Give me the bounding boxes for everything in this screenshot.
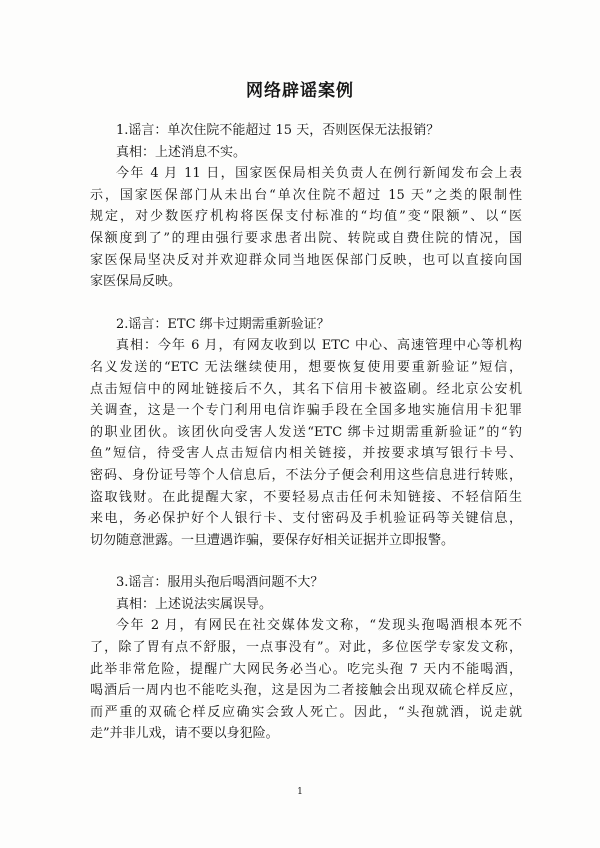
paragraph-line: 关调查，这是一个专门利用电信诈骗手段在全国多地实施信用卡犯罪: [90, 403, 522, 419]
truth-line: 真相：上述说法实属误导。: [116, 596, 273, 612]
rumor-case-1: [90, 120, 522, 293]
paragraph-line: 来电，务必保护好个人银行卡、支付密码及手机验证码等关键信息，: [90, 511, 522, 527]
paragraph-line: 喝酒后一周内也不能吃头孢，这是因为二者接触会出现双硫仑样反应，: [90, 683, 522, 699]
paragraph-line: 家医保局坚决反对并欢迎群众同当地医保部门反映，也可以直接向国: [90, 252, 522, 268]
paragraph-line: 此举非常危险，提醒广大网民务必当心。吃完头孢 7 天内不能喝酒，: [90, 661, 522, 677]
paragraph-line: 规定，对少数医疗机构将医保支付标准的“均值”变“限额”、以“医: [90, 209, 522, 225]
document-body: [90, 120, 522, 745]
rumor-case-3: [90, 572, 522, 745]
paragraph-line: 盗取钱财。在此提醒大家，不要轻易点击任何未知链接、不轻信陌生: [90, 489, 522, 505]
paragraph-line: 的职业团伙。该团伙向受害人发送“ETC 绑卡过期需重新验证”的“钓: [90, 424, 522, 440]
paragraph-line: 今年 4 月 11 日，国家医保局相关负责人在例行新闻发布会上表: [116, 166, 522, 182]
paragraph-line: 而严重的双硫仑样反应确实会致人死亡。因此，“头孢就酒，说走就: [90, 704, 522, 720]
rumor-heading: 1.谣言：单次住院不能超过 15 天，否则医保无法报销？: [116, 123, 440, 138]
rumor-case-2: [90, 314, 522, 552]
paragraph-line: 了，除了胃有点不舒服，一点事没有”。对此，多位医学专家发文称，: [90, 640, 522, 656]
truth-line: 真相：今年 6 月，有网友收到以 ETC 中心、高速管理中心等机构: [116, 338, 522, 354]
rumor-heading: 2.谣言：ETC 绑卡过期需重新验证？: [116, 316, 330, 332]
paragraph-line: 保额度到了”的理由强行要求患者出院、转院或自费住院的情况，国: [90, 230, 522, 246]
rumor-heading: 3.谣言：服用头孢后喝酒问题不大？: [116, 575, 324, 591]
page-number: 1: [297, 787, 303, 797]
truth-line: 真相：上述消息不实。: [116, 144, 247, 160]
paragraph-line: 点击短信中的网址链接后不久，其名下信用卡被盗刷。经北京公安机: [90, 381, 522, 397]
paragraph-line: 今年 2 月，有网民在社交媒体发文称，“发现头孢喝酒根本死不: [116, 618, 522, 634]
paragraph-line: 切勿随意泄露。一旦遭遇诈骗，要保存好相关证据并立即报警。: [90, 532, 455, 548]
paragraph-line: 密码、身份证号等个人信息后，不法分子便会利用这些信息进行转账，: [90, 467, 522, 483]
paragraph-line: 示，国家医保部门从未出台“单次住院不超过 15 天”之类的限制性: [90, 187, 522, 203]
paragraph-line: 名义发送的“ETC 无法继续使用，想要恢复使用要重新验证”短信，: [90, 359, 522, 375]
paragraph-line: 走”并非儿戏，请不要以身犯险。: [90, 726, 279, 742]
paragraph-line: 鱼”短信，待受害人点击短信内相关链接，并按要求填写银行卡号、: [90, 446, 522, 462]
paragraph-line: 家医保局反映。: [90, 274, 182, 290]
document-title: 网络辟谣案例: [246, 81, 354, 101]
